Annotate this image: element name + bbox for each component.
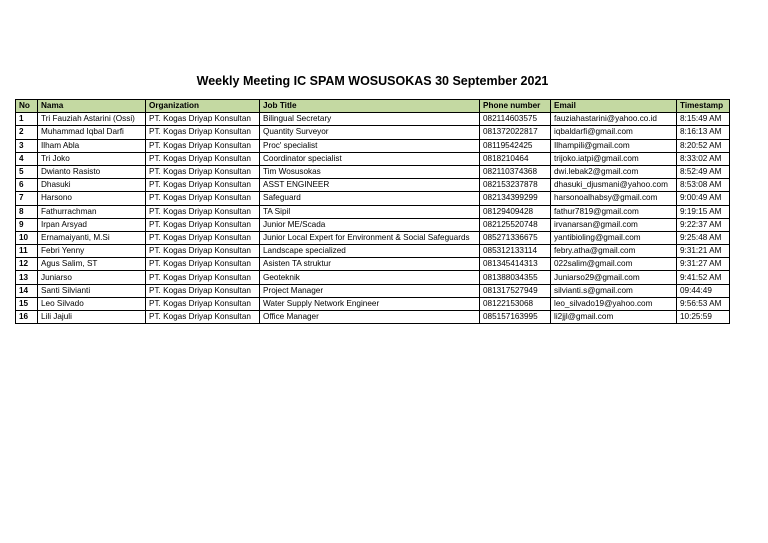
cell-timestamp: 8:16:13 AM <box>677 126 730 139</box>
cell-nama: Ernamaiyanti, M.Si <box>38 231 146 244</box>
cell-nama: Leo Silvado <box>38 297 146 310</box>
cell-job-title: Junior ME/Scada <box>260 218 480 231</box>
cell-nama: Agus Salim, ST <box>38 258 146 271</box>
cell-no: 4 <box>16 152 38 165</box>
cell-organization: PT. Kogas Driyap Konsultan <box>146 284 260 297</box>
column-header-email: Email <box>551 100 677 113</box>
cell-organization: PT. Kogas Driyap Konsultan <box>146 245 260 258</box>
cell-job-title: Bilingual Secretary <box>260 113 480 126</box>
cell-organization: PT. Kogas Driyap Konsultan <box>146 192 260 205</box>
cell-organization: PT. Kogas Driyap Konsultan <box>146 126 260 139</box>
cell-timestamp: 8:20:52 AM <box>677 139 730 152</box>
cell-no: 16 <box>16 311 38 324</box>
cell-no: 8 <box>16 205 38 218</box>
cell-phone-number: 081317527949 <box>480 284 551 297</box>
cell-phone-number: 082153237878 <box>480 179 551 192</box>
cell-email: leo_silvado19@yahoo.com <box>551 297 677 310</box>
cell-timestamp: 9:31:27 AM <box>677 258 730 271</box>
cell-job-title: Proc' specialist <box>260 139 480 152</box>
cell-nama: Santi Silvianti <box>38 284 146 297</box>
cell-nama: Tri Fauziah Astarini (Ossi) <box>38 113 146 126</box>
cell-nama: Fathurrachman <box>38 205 146 218</box>
cell-nama: Irpan Arsyad <box>38 218 146 231</box>
cell-job-title: ASST ENGINEER <box>260 179 480 192</box>
cell-timestamp: 09:44:49 <box>677 284 730 297</box>
cell-timestamp: 8:53:08 AM <box>677 179 730 192</box>
cell-no: 3 <box>16 139 38 152</box>
table-row <box>16 165 730 178</box>
table-row <box>16 152 730 165</box>
cell-email: 022salim@gmail.com <box>551 258 677 271</box>
cell-timestamp: 8:52:49 AM <box>677 165 730 178</box>
cell-phone-number: 08122153068 <box>480 297 551 310</box>
table-header-row <box>16 100 730 113</box>
cell-email: harsonoalhabsy@gmail.com <box>551 192 677 205</box>
cell-nama: Juniarso <box>38 271 146 284</box>
cell-organization: PT. Kogas Driyap Konsultan <box>146 205 260 218</box>
cell-nama: Dwianto Rasisto <box>38 165 146 178</box>
cell-job-title: Asisten TA struktur <box>260 258 480 271</box>
table-row <box>16 179 730 192</box>
cell-phone-number: 0818210464 <box>480 152 551 165</box>
cell-email: dwi.lebak2@gmail.com <box>551 165 677 178</box>
column-header-timestamp: Timestamp <box>677 100 730 113</box>
table-row <box>16 126 730 139</box>
cell-phone-number: 082114603575 <box>480 113 551 126</box>
table-row <box>16 205 730 218</box>
cell-nama: Muhammad Iqbal Darfi <box>38 126 146 139</box>
cell-phone-number: 081345414313 <box>480 258 551 271</box>
cell-no: 10 <box>16 231 38 244</box>
cell-email: iqbaldarfi@gmail.com <box>551 126 677 139</box>
cell-no: 15 <box>16 297 38 310</box>
table-row <box>16 245 730 258</box>
cell-no: 11 <box>16 245 38 258</box>
cell-nama: Dhasuki <box>38 179 146 192</box>
column-header-job-title: Job Title <box>260 100 480 113</box>
table-row <box>16 139 730 152</box>
cell-organization: PT. Kogas Driyap Konsultan <box>146 152 260 165</box>
cell-job-title: Water Supply Network Engineer <box>260 297 480 310</box>
cell-email: febry.atha@gmail.com <box>551 245 677 258</box>
cell-organization: PT. Kogas Driyap Konsultan <box>146 139 260 152</box>
cell-no: 7 <box>16 192 38 205</box>
cell-nama: Harsono <box>38 192 146 205</box>
table-row <box>16 113 730 126</box>
table-row <box>16 218 730 231</box>
cell-organization: PT. Kogas Driyap Konsultan <box>146 113 260 126</box>
cell-phone-number: 082125520748 <box>480 218 551 231</box>
column-header-no: No <box>16 100 38 113</box>
cell-no: 1 <box>16 113 38 126</box>
cell-phone-number: 085157163995 <box>480 311 551 324</box>
cell-email: Ilhampili@gmail.com <box>551 139 677 152</box>
cell-job-title: Coordinator specialist <box>260 152 480 165</box>
cell-job-title: Project Manager <box>260 284 480 297</box>
cell-organization: PT. Kogas Driyap Konsultan <box>146 258 260 271</box>
cell-email: fauziahastarini@yahoo.co.id <box>551 113 677 126</box>
cell-phone-number: 085271336675 <box>480 231 551 244</box>
cell-job-title: Safeguard <box>260 192 480 205</box>
cell-organization: PT. Kogas Driyap Konsultan <box>146 297 260 310</box>
cell-phone-number: 082110374368 <box>480 165 551 178</box>
column-header-phone-number: Phone number <box>480 100 551 113</box>
cell-job-title: Tim Wosusokas <box>260 165 480 178</box>
cell-timestamp: 8:15:49 AM <box>677 113 730 126</box>
cell-timestamp: 9:25:48 AM <box>677 231 730 244</box>
cell-email: silvianti.s@gmail.com <box>551 284 677 297</box>
table-body <box>16 113 730 324</box>
cell-organization: PT. Kogas Driyap Konsultan <box>146 311 260 324</box>
cell-timestamp: 9:31:21 AM <box>677 245 730 258</box>
cell-job-title: Quantity Surveyor <box>260 126 480 139</box>
table-row <box>16 192 730 205</box>
cell-timestamp: 9:19:15 AM <box>677 205 730 218</box>
cell-no: 13 <box>16 271 38 284</box>
table-row <box>16 284 730 297</box>
cell-phone-number: 081388034355 <box>480 271 551 284</box>
table-row <box>16 271 730 284</box>
attendance-table <box>15 99 730 324</box>
cell-nama: Febri Yenny <box>38 245 146 258</box>
cell-organization: PT. Kogas Driyap Konsultan <box>146 271 260 284</box>
cell-nama: Lili Jajuli <box>38 311 146 324</box>
cell-job-title: Landscape specialized <box>260 245 480 258</box>
cell-no: 5 <box>16 165 38 178</box>
cell-job-title: TA Sipil <box>260 205 480 218</box>
cell-no: 14 <box>16 284 38 297</box>
cell-organization: PT. Kogas Driyap Konsultan <box>146 218 260 231</box>
cell-organization: PT. Kogas Driyap Konsultan <box>146 165 260 178</box>
table-row <box>16 311 730 324</box>
cell-email: trijoko.iatpi@gmail.com <box>551 152 677 165</box>
cell-nama: Tri Joko <box>38 152 146 165</box>
cell-timestamp: 10:25:59 <box>677 311 730 324</box>
cell-email: yantibioling@gmail.com <box>551 231 677 244</box>
cell-timestamp: 9:22:37 AM <box>677 218 730 231</box>
cell-timestamp: 9:00:49 AM <box>677 192 730 205</box>
cell-phone-number: 085312133114 <box>480 245 551 258</box>
cell-phone-number: 081372022817 <box>480 126 551 139</box>
cell-phone-number: 082134399299 <box>480 192 551 205</box>
table-row <box>16 258 730 271</box>
table-row <box>16 297 730 310</box>
cell-email: irvanarsan@gmail.com <box>551 218 677 231</box>
cell-job-title: Junior Local Expert for Environment & Social Safeguards <box>260 231 480 244</box>
cell-no: 12 <box>16 258 38 271</box>
cell-email: Juniarso29@gmail.com <box>551 271 677 284</box>
cell-no: 9 <box>16 218 38 231</box>
cell-organization: PT. Kogas Driyap Konsultan <box>146 231 260 244</box>
cell-job-title: Geoteknik <box>260 271 480 284</box>
cell-email: fathur7819@gmail.com <box>551 205 677 218</box>
column-header-organization: Organization <box>146 100 260 113</box>
cell-nama: Ilham Abla <box>38 139 146 152</box>
cell-job-title: Office Manager <box>260 311 480 324</box>
cell-no: 6 <box>16 179 38 192</box>
cell-email: dhasuki_djusmani@yahoo.com <box>551 179 677 192</box>
cell-no: 2 <box>16 126 38 139</box>
cell-timestamp: 8:33:02 AM <box>677 152 730 165</box>
cell-phone-number: 08129409428 <box>480 205 551 218</box>
document-title: Weekly Meeting IC SPAM WOSUSOKAS 30 September 2021 <box>196 74 549 88</box>
cell-organization: PT. Kogas Driyap Konsultan <box>146 179 260 192</box>
cell-timestamp: 9:56:53 AM <box>677 297 730 310</box>
cell-timestamp: 9:41:52 AM <box>677 271 730 284</box>
cell-phone-number: 08119542425 <box>480 139 551 152</box>
column-header-nama: Nama <box>38 100 146 113</box>
table-row <box>16 231 730 244</box>
cell-email: li2jjl@gmail.com <box>551 311 677 324</box>
